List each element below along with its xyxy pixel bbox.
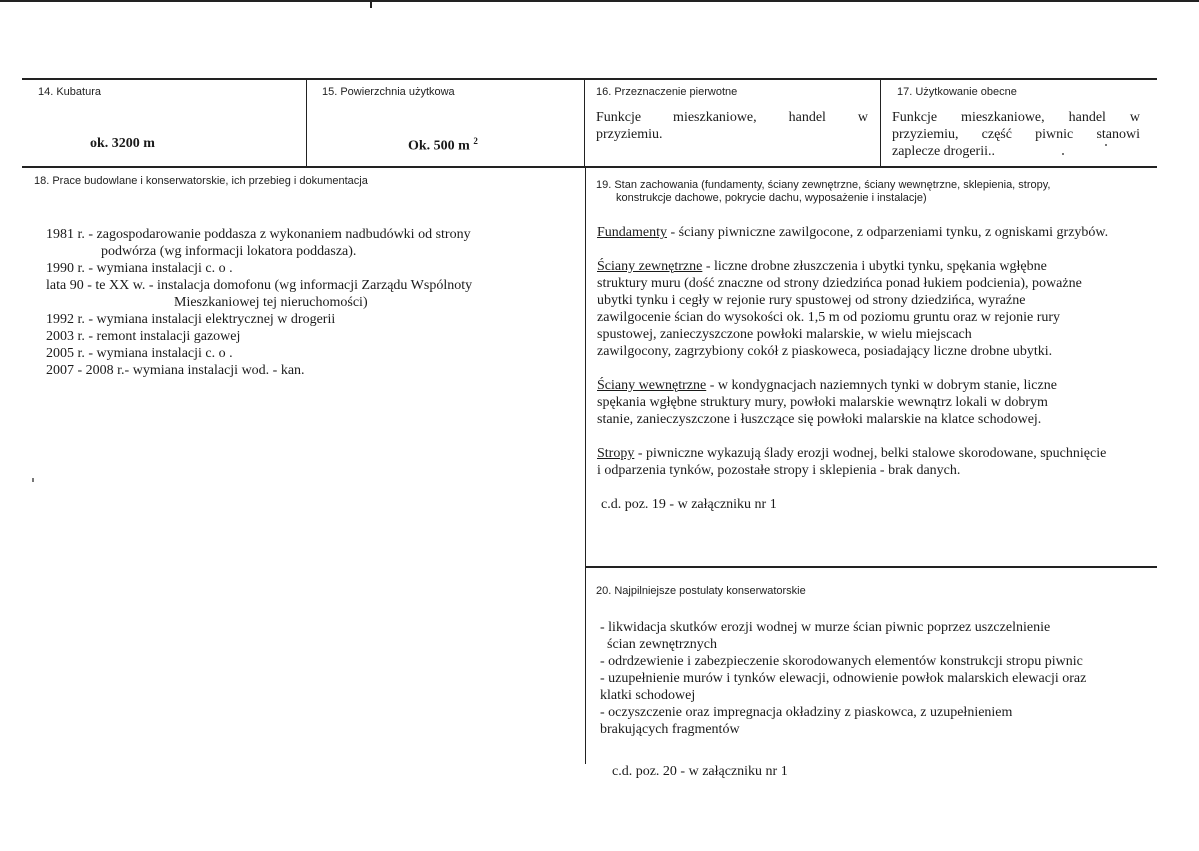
sciany-zewnetrzne-paragraph bbox=[597, 258, 1157, 360]
top-tick-mark bbox=[370, 0, 372, 8]
header-bottom-rule bbox=[22, 166, 1157, 168]
works-entry-line: podwórza (wg informacji lokatora poddasza). bbox=[101, 244, 357, 259]
works-entry-line: 1990 r. - wymiana instalacji c. o . bbox=[46, 261, 233, 276]
fundamenty-paragraph bbox=[597, 224, 1157, 241]
sciany-zewnetrzne-heading: Ściany zewnętrzne bbox=[597, 259, 703, 274]
field-19-continuation-note: c.d. poz. 19 - w załączniku nr 1 bbox=[601, 497, 777, 512]
field-15-label: 15. Powierzchnia użytkowa bbox=[322, 86, 455, 98]
stropy-line bbox=[597, 445, 1157, 462]
works-entry-line: 2007 - 2008 r.- wymiana instalacji wod. - kan. bbox=[46, 363, 305, 378]
field-18-label: 18. Prace budowlane i konserwatorskie, ich przebieg i dokumentacja bbox=[34, 175, 368, 187]
field-17-line: zaplecze drogerii.. bbox=[892, 144, 995, 159]
field-17-line: Funkcje mieszkaniowe, handel w bbox=[892, 110, 1140, 125]
field-20-continuation-note: c.d. poz. 20 - w załączniku nr 1 bbox=[612, 764, 788, 779]
field-18-entries bbox=[46, 226, 566, 379]
sciany-wewnetrzne-paragraph bbox=[597, 377, 1157, 428]
field-17-line: przyziemiu, część piwnic stanowi bbox=[892, 127, 1140, 142]
sciany-zewn-text: - liczne drobne złuszczenia i ubytki tynku, spękania wgłębne bbox=[702, 259, 1047, 274]
sciany-zewn-line: spustowej, zanieczyszczone powłoki malarskie, w wielu miejscach bbox=[597, 327, 972, 342]
field-15-unit-superscript: 2 bbox=[473, 136, 478, 146]
works-entry-line: Mieszkaniowej tej nieruchomości) bbox=[174, 295, 368, 310]
field-16-label: 16. Przeznaczenie pierwotne bbox=[596, 86, 738, 98]
top-edge-rule bbox=[0, 0, 1199, 2]
works-entry bbox=[46, 311, 566, 328]
postulat-line: - oczyszczenie oraz impregnacja okładziny z piaskowca, z uzupełnieniem bbox=[600, 705, 1013, 720]
divider-16-17 bbox=[880, 78, 881, 167]
stropy-line: i odparzenia tynków, pozostałe stropy i sklepienia - brak danych. bbox=[597, 463, 961, 478]
field-14-value: ok. 3200 m bbox=[90, 136, 155, 151]
field-19-label-line: konstrukcje dachowe, pokrycie dachu, wyposażenie i instalacje) bbox=[616, 192, 927, 204]
field-19-body bbox=[597, 224, 1157, 513]
sciany-zewn-line: zawilgocony, zagrzybiony cokół z piaskoweca, posiadający liczne drobne ubytki. bbox=[597, 344, 1053, 359]
postulat-line: ścian zewnętrznych bbox=[607, 637, 717, 652]
section-20-top-rule bbox=[585, 566, 1157, 568]
postulat-line: - uzupełnienie murów i tynków elewacji, odnowienie powłok malarskich elewacji oraz bbox=[600, 671, 1087, 686]
postulat-line: - likwidacja skutków erozji wodnej w murze ścian piwnic poprzez uszczelnienie bbox=[600, 620, 1051, 635]
field-17-label: 17. Użytkowanie obecne bbox=[897, 86, 1017, 98]
form-top-rule bbox=[22, 78, 1157, 80]
works-entry-line: 1981 r. - zagospodarowanie poddasza z wykonaniem nadbudówki od strony bbox=[46, 227, 471, 242]
scan-speck bbox=[32, 478, 34, 482]
postulat-line: - odrdzewienie i zabezpieczenie skorodowanych elementów konstrukcji stropu piwnic bbox=[600, 654, 1083, 669]
field-16-line: przyziemiu. bbox=[596, 127, 663, 142]
works-entry bbox=[46, 345, 566, 362]
stropy-heading: Stropy bbox=[597, 446, 635, 461]
works-entry bbox=[46, 226, 566, 260]
works-entry bbox=[46, 260, 566, 277]
sciany-wewn-line bbox=[597, 377, 1157, 394]
field-19-label-line: 19. Stan zachowania (fundamenty, ściany zewnętrzne, ściany wewnętrzne, sklepienia, stropy, bbox=[596, 179, 1051, 191]
works-entry-line: 2003 r. - remont instalacji gazowej bbox=[46, 329, 241, 344]
sciany-wewn-line: spękania wgłębne struktury mury, powłoki malarskie wewnątrz lokali w dobrym bbox=[597, 395, 1048, 410]
sciany-zewn-line: ubytki tynku i cegły w rejonie rury spustowej od strony dziedzińca, wyraźne bbox=[597, 293, 1026, 308]
main-vertical-divider bbox=[585, 166, 586, 764]
field-19-label bbox=[596, 179, 1051, 205]
sciany-wewnetrzne-heading: Ściany wewnętrzne bbox=[597, 378, 707, 393]
field-16-text bbox=[596, 109, 868, 143]
works-entry bbox=[46, 362, 566, 379]
sciany-zewn-line: struktury muru (dość znaczne od strony dziedzińca ponad łukiem podcienia), poważne bbox=[597, 276, 1082, 291]
fundamenty-heading: Fundamenty bbox=[597, 225, 667, 240]
works-entry-line: lata 90 - te XX w. - instalacja domofonu (wg informacji Zarządu Wspólnoty bbox=[46, 278, 473, 293]
sciany-wewn-text: - w kondygnacjach naziemnych tynki w dobrym stanie, liczne bbox=[706, 378, 1057, 393]
divider-15-16 bbox=[584, 78, 585, 167]
works-entry bbox=[46, 328, 566, 345]
works-entry-line: 1992 r. - wymiana instalacji elektrycznej w drogerii bbox=[46, 312, 336, 327]
field-16-line: Funkcje mieszkaniowe, handel w bbox=[596, 110, 868, 125]
field-15-value-wrap bbox=[408, 136, 478, 155]
divider-14-15 bbox=[306, 78, 307, 167]
fundamenty-text: - ściany piwniczne zawilgocone, z odparzeniami tynku, z ogniskami grzybów. bbox=[667, 225, 1109, 240]
sciany-zewn-line bbox=[597, 258, 1157, 275]
field-20-list bbox=[600, 619, 1150, 738]
sciany-zewn-line: zawilgocenie ścian do wysokości ok. 1,5 m od poziomu gruntu oraz w rejonie rury bbox=[597, 310, 1061, 325]
field-17-text bbox=[892, 109, 1140, 160]
postulat-line: klatki schodowej bbox=[600, 688, 696, 703]
postulat-line: brakujących fragmentów bbox=[600, 722, 740, 737]
field-15-value: Ok. 500 m bbox=[408, 138, 470, 154]
field-20-label: 20. Najpilniejsze postulaty konserwatorskie bbox=[596, 585, 806, 597]
stropy-paragraph bbox=[597, 445, 1157, 479]
sciany-wewn-line: stanie, zanieczyszczone i łuszczące się powłoki malarskie na klatce schodowej. bbox=[597, 412, 1042, 427]
works-entry bbox=[46, 277, 566, 311]
works-entry-line: 2005 r. - wymiana instalacji c. o . bbox=[46, 346, 233, 361]
stropy-text: - piwniczne wykazują ślady erozji wodnej, belki stalowe skorodowane, spuchnięcie bbox=[634, 446, 1107, 461]
field-14-label: 14. Kubatura bbox=[38, 86, 101, 98]
